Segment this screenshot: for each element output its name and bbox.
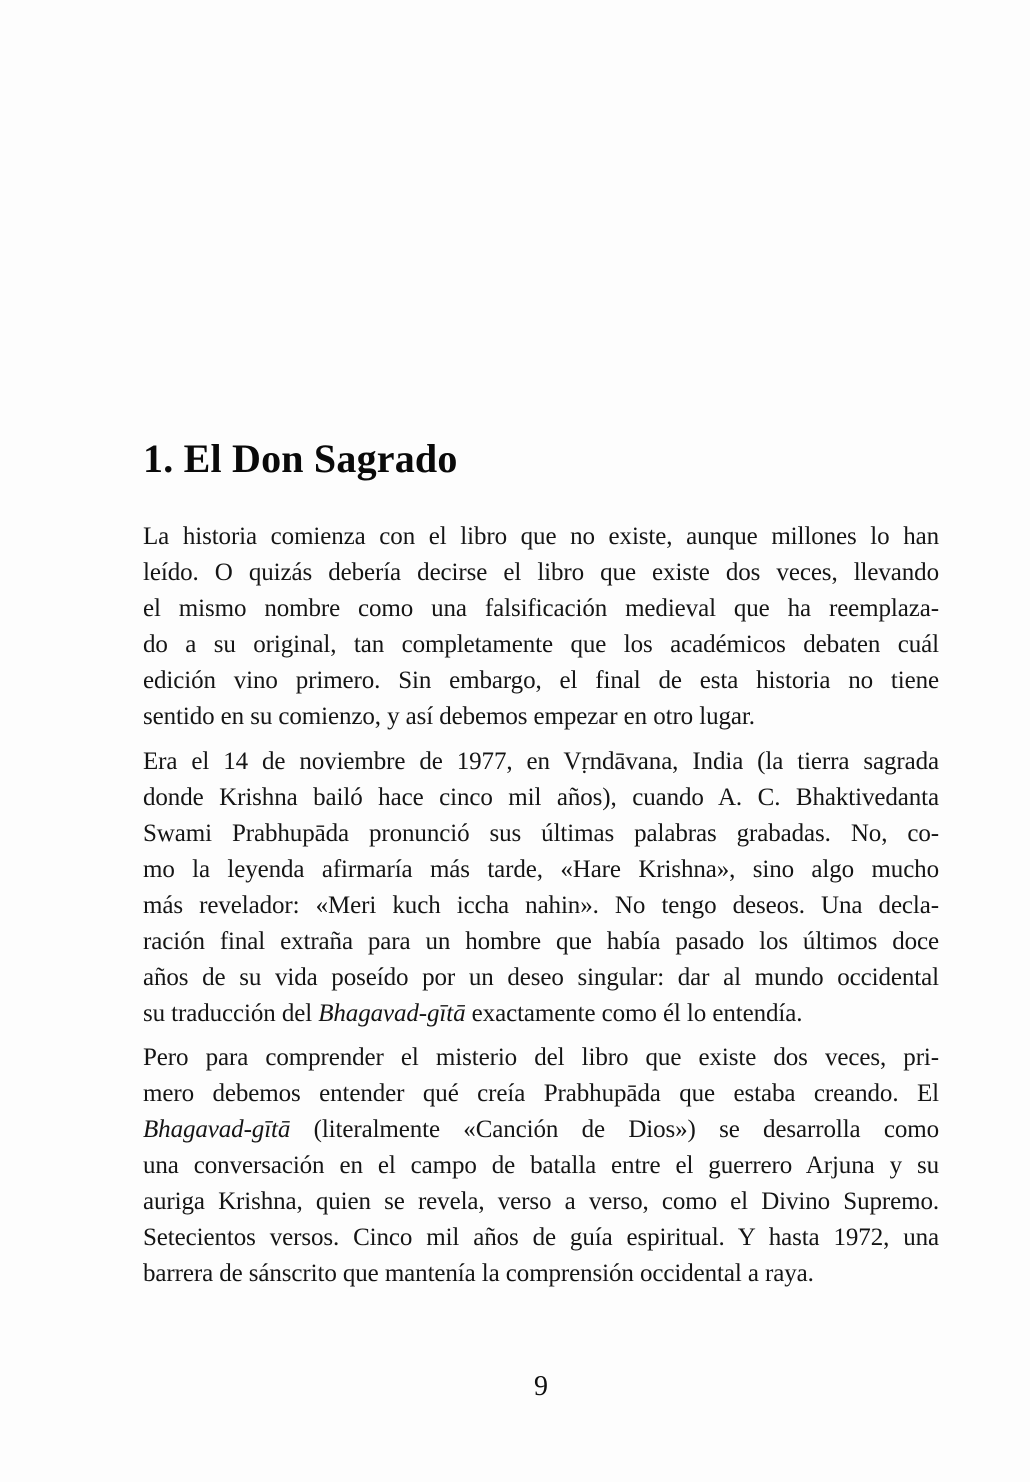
text-run: el mismo nombre como una falsificación medieval que ha reemplaza- <box>143 595 939 622</box>
text-line <box>143 663 939 699</box>
text-run: sentido en su comienzo, y así debemos empezar en otro lugar. <box>143 703 755 730</box>
text-run: años de su vida poseído por un deseo singular: dar al mundo occidental <box>143 964 939 991</box>
text-run: mo la leyenda afirmaría más tarde, «Hare Krishna», sino algo mucho <box>143 856 939 883</box>
text-line <box>143 555 939 591</box>
paragraph <box>143 519 939 735</box>
paragraph <box>143 744 939 1032</box>
text-run: Era el 14 de noviembre de 1977, en Vṛndāvana, India (la tierra sagrada <box>143 748 939 775</box>
text-line <box>143 960 939 996</box>
text-run: edición vino primero. Sin embargo, el final de esta historia no tiene <box>143 667 939 694</box>
text-run: Pero para comprender el misterio del libro que existe dos veces, pri- <box>143 1044 939 1071</box>
text-run: mero debemos entender qué creía Prabhupāda que estaba creando. El <box>143 1080 939 1107</box>
text-run: barrera de sánscrito que mantenía la comprensión occidental a raya. <box>143 1260 814 1287</box>
text-line <box>143 996 939 1032</box>
text-run: Swami Prabhupāda pronunció sus últimas palabras grabadas. No, co- <box>143 820 939 847</box>
text-line <box>143 852 939 888</box>
text-run: La historia comienza con el libro que no existe, aunque millones lo han <box>143 523 939 550</box>
text-line <box>143 699 939 735</box>
text-line <box>143 1256 939 1292</box>
text-line <box>143 1148 939 1184</box>
italic-text-run: Bhagavad-gītā <box>143 1116 291 1143</box>
text-line <box>143 744 939 780</box>
text-run: do a su original, tan completamente que los académicos debaten cuál <box>143 631 939 658</box>
text-line <box>143 627 939 663</box>
text-line <box>143 1076 939 1112</box>
text-line <box>143 1184 939 1220</box>
text-run: Setecientos versos. Cinco mil años de guía espiritual. Y hasta 1972, una <box>143 1224 939 1251</box>
page-number: 9 <box>534 1371 548 1402</box>
text-line <box>143 1040 939 1076</box>
chapter-heading: 1. El Don Sagrado <box>143 436 458 481</box>
text-run: su traducción del <box>143 1000 319 1027</box>
text-run: exactamente como él lo entendía. <box>465 1000 803 1027</box>
text-line <box>143 888 939 924</box>
text-run: (literalmente «Canción de Dios») se desarrolla como <box>290 1116 939 1143</box>
text-run: una conversación en el campo de batalla entre el guerrero Arjuna y su <box>143 1152 939 1179</box>
text-line <box>143 780 939 816</box>
text-line <box>143 591 939 627</box>
text-run: auriga Krishna, quien se revela, verso a verso, como el Divino Supremo. <box>143 1188 939 1215</box>
text-run: donde Krishna bailó hace cinco mil años), cuando A. C. Bhaktivedanta <box>143 784 939 811</box>
text-line <box>143 816 939 852</box>
text-run: ración final extraña para un hombre que había pasado los últimos doce <box>143 928 939 955</box>
text-line <box>143 1220 939 1256</box>
text-line <box>143 519 939 555</box>
paragraph <box>143 1040 939 1292</box>
text-run: más revelador: «Meri kuch iccha nahin». No tengo deseos. Una decla- <box>143 892 939 919</box>
text-line <box>143 924 939 960</box>
italic-text-run: Bhagavad-gītā <box>318 1000 466 1027</box>
text-line <box>143 1112 939 1148</box>
text-run: leído. O quizás debería decirse el libro que existe dos veces, llevando <box>143 559 939 586</box>
